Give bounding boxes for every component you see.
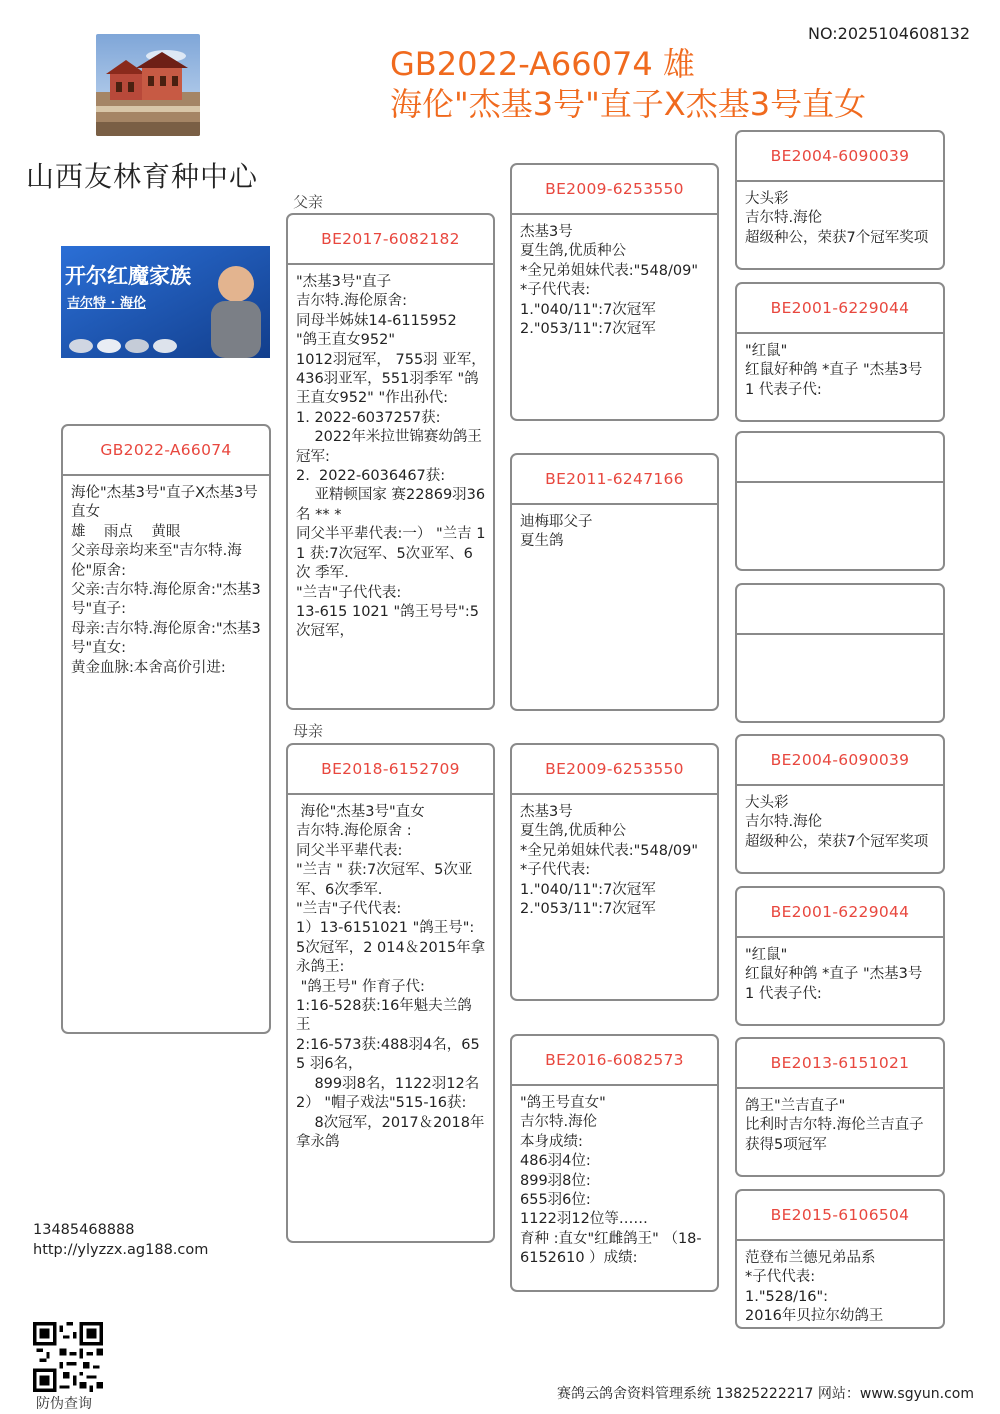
page-title	[390, 44, 866, 124]
mother-label: 母亲	[293, 722, 324, 740]
great-grandparent-ring-1: BE2004-6090039	[737, 132, 943, 182]
great-grandparent-ring-7: BE2013-6151021	[737, 1039, 943, 1089]
great-grandparent-ring-8: BE2015-6106504	[737, 1191, 943, 1241]
banner-heading: 开尔红魔家族	[65, 264, 191, 288]
maternal-granddam-card	[510, 1034, 719, 1292]
loft-name: 山西友林育种中心	[26, 160, 259, 193]
mother-ring-number: BE2018-6152709	[288, 745, 493, 795]
document-number: NO:2025104608132	[807, 24, 970, 43]
loft-logo-image	[96, 34, 200, 136]
great-grandparent-details-4	[737, 635, 943, 649]
father-details: "杰基3号"直子 吉尔特.海伦原舍: 同母半姊妹14-6115952 "鸽王直女952" 1012羽冠军， 755羽 亚军，436羽亚军，551羽季军 "鸽王直女952" "作出孙代: 1. 2022-6037257获: 2022年米拉世锦赛幼鸽王冠军: 2. 2022-6036467获: 亚精顿国家 赛22869羽36名 ** * 同父半平辈代表:一） "兰吉 11 获:7次冠军、5次亚军、6次 季军. "兰吉"子代代表: 13-615 1021 "鸽王号号":5次冠军，	[296, 274, 486, 640]
banner-subtitle: 吉尔特 · 海伦	[67, 296, 146, 311]
great-grandparent-card-3	[735, 431, 945, 571]
great-grandparent-ring-4	[737, 585, 943, 635]
paternal-granddam-ring: BE2011-6247166	[512, 455, 717, 505]
father-card	[286, 213, 495, 710]
paternal-granddam-details: 迪梅耶父子 夏生鸽	[520, 514, 593, 550]
maternal-granddam-details: "鸽王号直女" 吉尔特.海伦 本身成绩: 486羽4位: 899羽8位: 655羽6位: 1122羽12位等…… 育种 :直女"红雌鸽王" （18-6152610 ）成绩:	[520, 1095, 702, 1267]
maternal-grandsire-details: 杰基3号 夏生鸽,优质种公 *全兄弟姐妹代表:"548/09" *子代代表: 1."040/11":7次冠军 2."053/11":7次冠军	[520, 804, 698, 918]
contact-phone: 13485468888	[33, 1222, 135, 1238]
maternal-grandsire-ring: BE2009-6253550	[512, 745, 717, 795]
great-grandparent-card-4	[735, 583, 945, 723]
great-grandparent-details-7: 鸽王"兰吉直子" 比利时吉尔特.海伦兰吉直子 获得5项冠军	[745, 1098, 924, 1153]
great-grandparent-card-5	[735, 734, 945, 874]
great-grandparent-card-2	[735, 282, 945, 422]
great-grandparent-card-1	[735, 130, 945, 270]
subject-details: 海伦"杰基3号"直子X杰基3号直女 雄 雨点 黄眼 父亲母亲均来至"吉尔特.海伦"原舍: 父亲:吉尔特.海伦原舍:"杰基3号"直子: 母亲:吉尔特.海伦原舍:"杰基3号"直女: 黄金血脉:本舍高价引进:	[71, 485, 261, 676]
paternal-granddam-card	[510, 453, 719, 711]
great-grandparent-ring-2: BE2001-6229044	[737, 284, 943, 334]
great-grandparent-ring-3	[737, 433, 943, 483]
mother-details: 海伦"杰基3号"直女 吉尔特.海伦原舍 : 同父半平辈代表: "兰吉 " 获:7次冠军、5次亚军、6次季军. "兰吉"子代代表: 1）13-6151021 "鸽王号": 5次冠军，2 014＆2015年拿永鸽王: "鸽王号" 作育子代: 1:16-528获:16年魁夫兰鸽王 2:16-573获:488羽4名，655 羽6名， 899羽8名，1122羽12名 2） "帽子戏法"515-16获: 8次冠军，2017＆2018年拿永鸽	[296, 804, 486, 1150]
great-grandparent-details-2: "红鼠" 红鼠好种鸽 *直子 "杰基3号 1 代表子代:	[745, 343, 923, 398]
great-grandparent-details-3	[737, 483, 943, 497]
great-grandparent-card-6	[735, 886, 945, 1026]
great-grandparent-details-8: 范登布兰德兄弟品系 *子代代表: 1."528/16": 2016年贝拉尔幼鸽王	[745, 1250, 884, 1325]
maternal-grandsire-card	[510, 743, 719, 1001]
great-grandparent-ring-5: BE2004-6090039	[737, 736, 943, 786]
paternal-grandsire-ring: BE2009-6253550	[512, 165, 717, 215]
contact-url[interactable]: http://ylyzzx.ag188.com	[33, 1242, 209, 1258]
great-grandparent-details-5: 大头彩 吉尔特.海伦 超级种公，荣获7个冠军奖项	[745, 795, 929, 850]
subject-card	[61, 424, 271, 1034]
great-grandparent-ring-6: BE2001-6229044	[737, 888, 943, 938]
title-line-2: 海伦"杰基3号"直子X杰基3号直女	[390, 85, 867, 123]
great-grandparent-details-6: "红鼠" 红鼠好种鸽 *直子 "杰基3号 1 代表子代:	[745, 947, 923, 1002]
footer-system-info: 赛鸽云鸽舍资料管理系统 13825222217 网站：www.sgyun.com	[557, 1386, 974, 1402]
paternal-grandsire-details: 杰基3号 夏生鸽,优质种公 *全兄弟姐妹代表:"548/09" *子代代表: 1."040/11":7次冠军 2."053/11":7次冠军	[520, 224, 698, 338]
mother-card	[286, 743, 495, 1243]
qr-code-icon[interactable]	[33, 1322, 103, 1392]
subject-ring-number: GB2022-A66074	[63, 426, 269, 476]
paternal-grandsire-card	[510, 163, 719, 421]
father-ring-number: BE2017-6082182	[288, 215, 493, 265]
great-grandparent-card-7	[735, 1037, 945, 1177]
great-grandparent-card-8	[735, 1189, 945, 1329]
title-line-1: GB2022-A66074 雄	[390, 45, 695, 83]
father-label: 父亲	[293, 193, 324, 211]
maternal-granddam-ring: BE2016-6082573	[512, 1036, 717, 1086]
qr-code-label: 防伪查询	[36, 1396, 92, 1412]
great-grandparent-details-1: 大头彩 吉尔特.海伦 超级种公，荣获7个冠军奖项	[745, 191, 929, 246]
family-banner	[61, 246, 270, 358]
